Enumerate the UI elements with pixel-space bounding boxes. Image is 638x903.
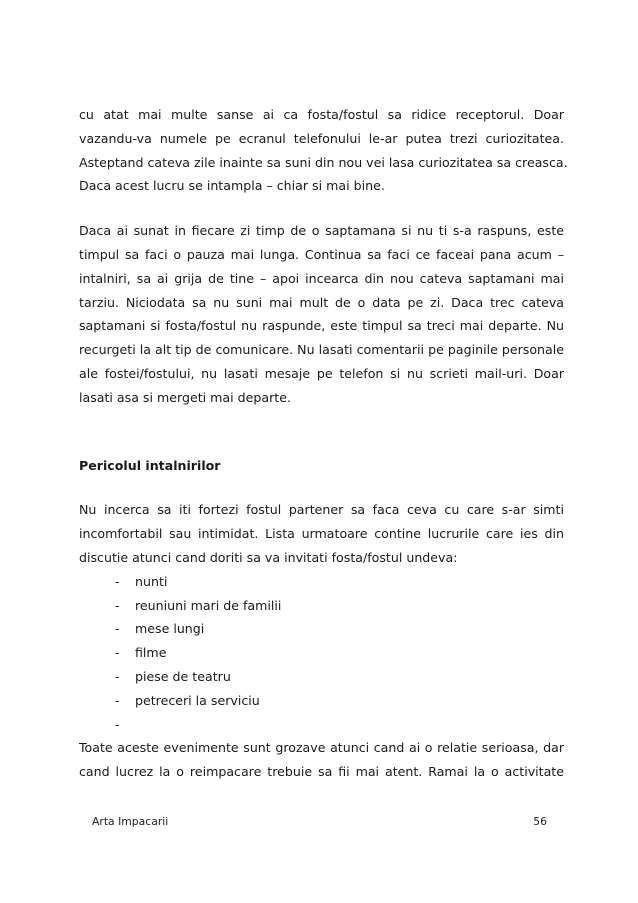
list-item	[79, 665, 564, 689]
page-number: 56	[533, 815, 547, 828]
bullet-marker: -	[115, 573, 120, 589]
paragraph-1	[79, 103, 568, 198]
bullet-marker: -	[115, 716, 120, 732]
list-item-text: reuniuni mari de familii	[135, 597, 282, 613]
paragraph-line: lasati asa si mergeti mai departe.	[79, 389, 291, 405]
paragraph-line: incomfortabil sau intimidat. Lista urmatoare contine lucrurile care ies din	[79, 526, 564, 542]
list-item	[79, 713, 564, 737]
bullet-marker: -	[115, 597, 120, 613]
list-item	[79, 641, 564, 665]
paragraph-line: Daca ai sunat in fiecare zi timp de o saptamana si nu ti s-a raspuns, este	[79, 223, 564, 239]
bullet-list	[79, 570, 564, 737]
paragraph-line: tarziu. Niciodata sa nu suni mai mult de o data pe zi. Daca trec cateva	[79, 294, 564, 310]
paragraph-line: Toate aceste evenimente sunt grozave atunci cand ai o relatie serioasa, dar	[79, 740, 564, 756]
list-item-text: filme	[135, 645, 167, 661]
paragraph-line: timpul sa faci o pauza mai lunga. Continua sa faci ce faceai pana acum –	[79, 246, 564, 262]
list-item	[79, 617, 564, 641]
paragraph-line: intalniri, sa ai grija de tine – apoi incearca din nou cateva saptamani mai	[79, 270, 564, 286]
section-heading: Pericolul intalnirilor	[79, 457, 221, 473]
paragraph-line: recurgeti la alt tip de comunicare. Nu lasati comentarii pe paginile personale	[79, 342, 564, 358]
paragraph-line: cu atat mai multe sanse ai ca fosta/fostul sa ridice receptorul. Doar	[79, 107, 564, 122]
paragraph-line: discutie atunci cand doriti sa va invitati fosta/fostul undeva:	[79, 549, 458, 565]
paragraph-line: cand lucrez la o reimpacare trebuie sa fii mai atent. Ramai la o activitate	[79, 764, 564, 780]
bullet-marker: -	[115, 692, 120, 708]
list-item-text: piese de teatru	[135, 668, 231, 684]
paragraph-line: Nu incerca sa iti fortezi fostul partener sa faca ceva cu care s-ar simti	[79, 502, 564, 518]
list-item-text: petreceri la serviciu	[135, 692, 260, 708]
paragraph-line: Daca acest lucru se intampla – chiar si mai bine.	[79, 178, 385, 194]
paragraph-line: Asteptand cateva zile inainte sa suni din nou vei lasa curiozitatea sa creasca.	[79, 154, 568, 170]
list-item	[79, 689, 564, 713]
closing-paragraph	[79, 736, 564, 784]
paragraph-line: saptamani si fosta/fostul nu raspunde, este timpul sa treci mai departe. Nu	[79, 318, 564, 334]
paragraph-line: ale fostei/fostului, nu lasati mesaje pe telefon si nu scrieti mail-uri. Doar	[79, 365, 564, 381]
footer-title: Arta Impacarii	[92, 815, 169, 828]
page-content	[79, 103, 568, 784]
list-item-text: mese lungi	[135, 621, 205, 637]
bullet-marker: -	[115, 645, 120, 661]
list-item	[79, 594, 564, 618]
bullet-marker: -	[115, 621, 120, 637]
list-item	[79, 570, 564, 594]
list-item-text: nunti	[135, 573, 168, 589]
intro-paragraph	[79, 498, 564, 569]
paragraph-2	[79, 219, 564, 409]
paragraph-line: vazandu-va numele pe ecranul telefonului le-ar putea trezi curiozitatea.	[79, 130, 564, 146]
bullet-marker: -	[115, 668, 120, 684]
